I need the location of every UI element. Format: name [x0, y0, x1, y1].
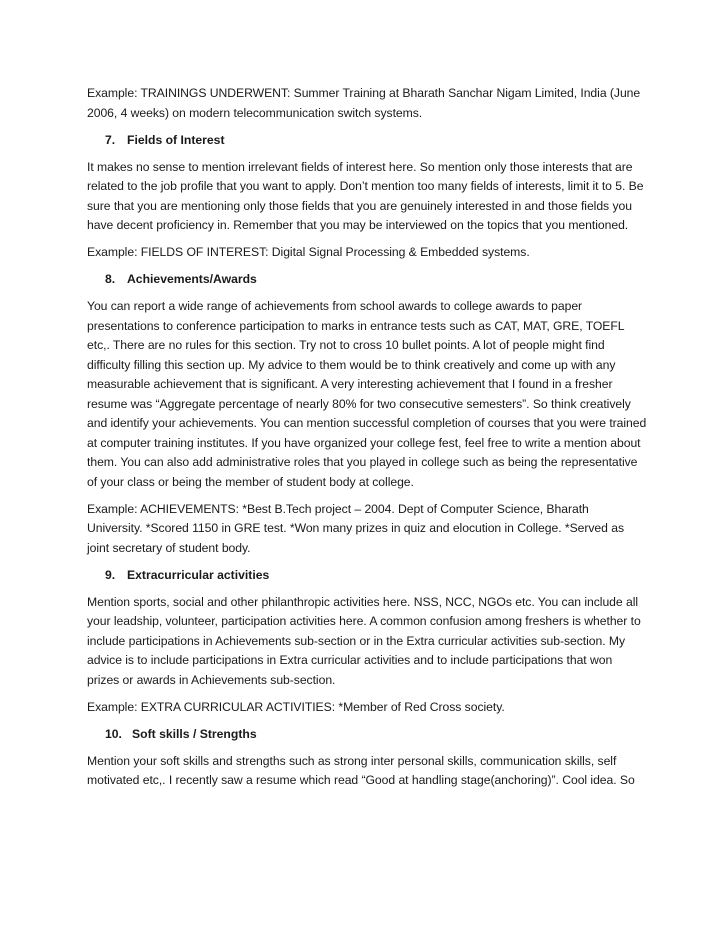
section-title: Soft skills / Strengths	[132, 726, 257, 741]
document-page	[87, 84, 647, 798]
section-number: 10.	[105, 726, 122, 741]
section-heading-achievements	[87, 270, 647, 290]
paragraph-achievements-example: Example: ACHIEVEMENTS: *Best B.Tech project – 2004. Dept of Computer Science, Bharath University. *Scored 1150 in GRE test. *Won many prizes in quiz and elocution in College. *Served as joint secretary of student body.	[87, 501, 624, 555]
paragraph-extracurricular: Mention sports, social and other philanthropic activities here. NSS, NCC, NGOs etc. You can include all your leadship, volunteer, participation activities here. A common confusion among freshers is whether to include participations in Achievements sub-section or in the Extra curricular activities sub-section. My advice is to include participations in Extra curricular activities and to include participations that won prizes or awards in Achievements sub-section.	[87, 594, 641, 687]
paragraph-soft-skills: Mention your soft skills and strengths such as strong inter personal skills, communication skills, self motivated etc,. I recently saw a resume which read “Good at handling stage(anchoring)”. Cool idea. So	[87, 753, 635, 787]
section-title: Achievements/Awards	[127, 272, 257, 286]
section-number: 8.	[105, 272, 116, 286]
paragraph-trainings-example: Example: TRAININGS UNDERWENT: Summer Training at Bharath Sanchar Nigam Limited, India (June 2006, 4 weeks) on modern telecommunication switch systems.	[87, 86, 641, 120]
section-title: Fields of Interest	[127, 132, 225, 147]
paragraph-fields-example: Example: FIELDS OF INTEREST: Digital Signal Processing & Embedded systems.	[87, 245, 530, 259]
section-title: Extracurricular activities	[127, 567, 270, 582]
paragraph-extracurricular-example: Example: EXTRA CURRICULAR ACTIVITIES: *Member of Red Cross society.	[87, 699, 505, 714]
section-number: 9.	[105, 567, 116, 582]
section-heading-extracurricular	[87, 566, 647, 586]
section-heading-soft-skills	[87, 725, 647, 745]
section-number: 7.	[105, 132, 116, 147]
section-heading-fields-of-interest	[87, 131, 647, 151]
paragraph-achievements: You can report a wide range of achievements from school awards to college awards to paper presentations to conference participation to marks in entrance tests such as CAT, MAT, GRE, TOEFL etc,. There are no rules for this section. Try not to cross 10 bullet points. A lot of people might find difficulty filling this section up. My advice to them would be to think creatively and come up with any measurable achievement that is significant. A very interesting achievement that I found in a fresher resume was “Aggregate percentage of nearly 80% for two consecutive semesters”. So think creatively and identify your achievements. You can mention successful completion of courses that you were trained at computer training institutes. If you have organized your college fest, feel free to write a mention about them. You can also add administrative roles that you played in college such as being the representative of your class or being the member of student body at college.	[87, 299, 647, 489]
paragraph-fields-of-interest: It makes no sense to mention irrelevant fields of interest here. So mention only those interests that are related to the job profile that you want to apply. Don’t mention too many fields of interests, limit it to 5. Be sure that you are mentioning only those fields that you are genuinely interested in and those fields you have decent proficiency in. Remember that you may be interviewed on the topics that you mentioned.	[87, 159, 644, 232]
